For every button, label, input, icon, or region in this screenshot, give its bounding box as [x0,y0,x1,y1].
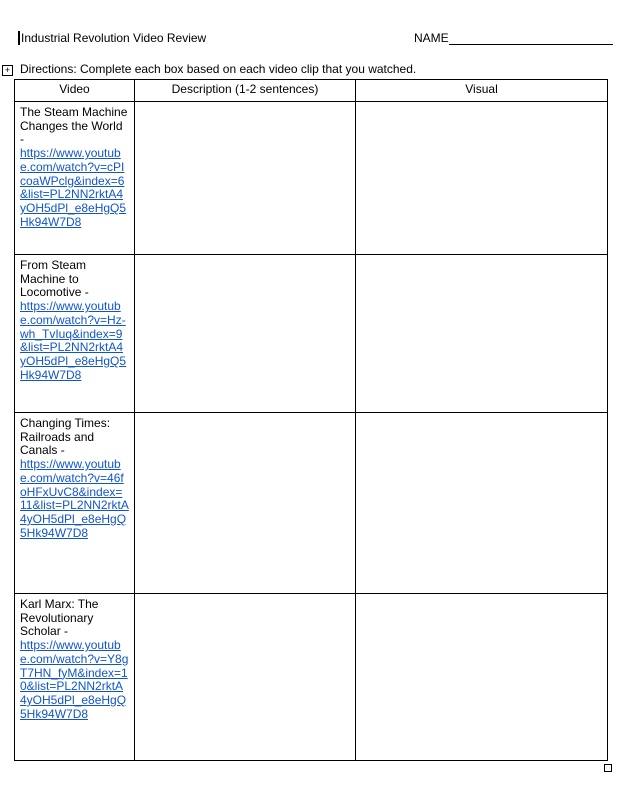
description-cell[interactable] [135,594,356,761]
description-cell[interactable] [135,413,356,594]
description-cell[interactable] [135,255,356,413]
video-title: Changing Times: Railroads and Canals - [20,416,111,458]
table-resize-handle[interactable] [604,764,612,772]
table-row [15,413,608,594]
video-link[interactable]: https://www.youtube.com/watch?v=Y8gT7HN_fyM&index=10&list=PL2NN2rktA4yOH5dPl_e8eHgQ5Hk94W7D8 [20,638,129,721]
document-title: Industrial Revolution Video Review [18,31,206,45]
visual-cell[interactable] [356,413,608,594]
table-row [15,255,608,413]
description-cell[interactable] [135,102,356,255]
video-title: From Steam Machine to Locomotive - [20,258,89,300]
directions-text: Directions: Complete each box based on each video clip that you watched. [20,62,417,76]
name-label: NAME [414,31,449,45]
video-cell [15,413,135,594]
table-move-handle-icon[interactable]: + [2,65,13,76]
name-blank-line[interactable] [449,32,613,45]
video-cell [15,102,135,255]
video-cell [15,255,135,413]
video-link[interactable]: https://www.youtube.com/watch?v=46foHFxUvC8&index=11&list=PL2NN2rktA4yOH5dPl_e8eHgQ5Hk94W7D8 [20,457,129,540]
video-link[interactable]: https://www.youtube.com/watch?v=cPIcoaWPclg&index=6&list=PL2NN2rktA4yOH5dPl_e8eHgQ5Hk94W7D8 [20,146,127,229]
table-row [15,102,608,255]
video-title: The Steam Machine Changes the World - [20,105,128,147]
video-review-table [14,79,608,761]
name-field[interactable] [414,31,613,45]
table-row [15,594,608,761]
table-header-row [15,80,608,102]
column-header-visual: Visual [356,80,608,102]
column-header-description: Description (1-2 sentences) [135,80,356,102]
visual-cell[interactable] [356,102,608,255]
column-header-video: Video [15,80,135,102]
video-link[interactable]: https://www.youtube.com/watch?v=Hz-wh_TvIuq&index=9&list=PL2NN2rktA4yOH5dPl_e8eHgQ5Hk94W7D8 [20,299,127,382]
video-title: Karl Marx: The Revolutionary Scholar - [20,597,99,639]
visual-cell[interactable] [356,594,608,761]
video-cell [15,594,135,761]
visual-cell[interactable] [356,255,608,413]
